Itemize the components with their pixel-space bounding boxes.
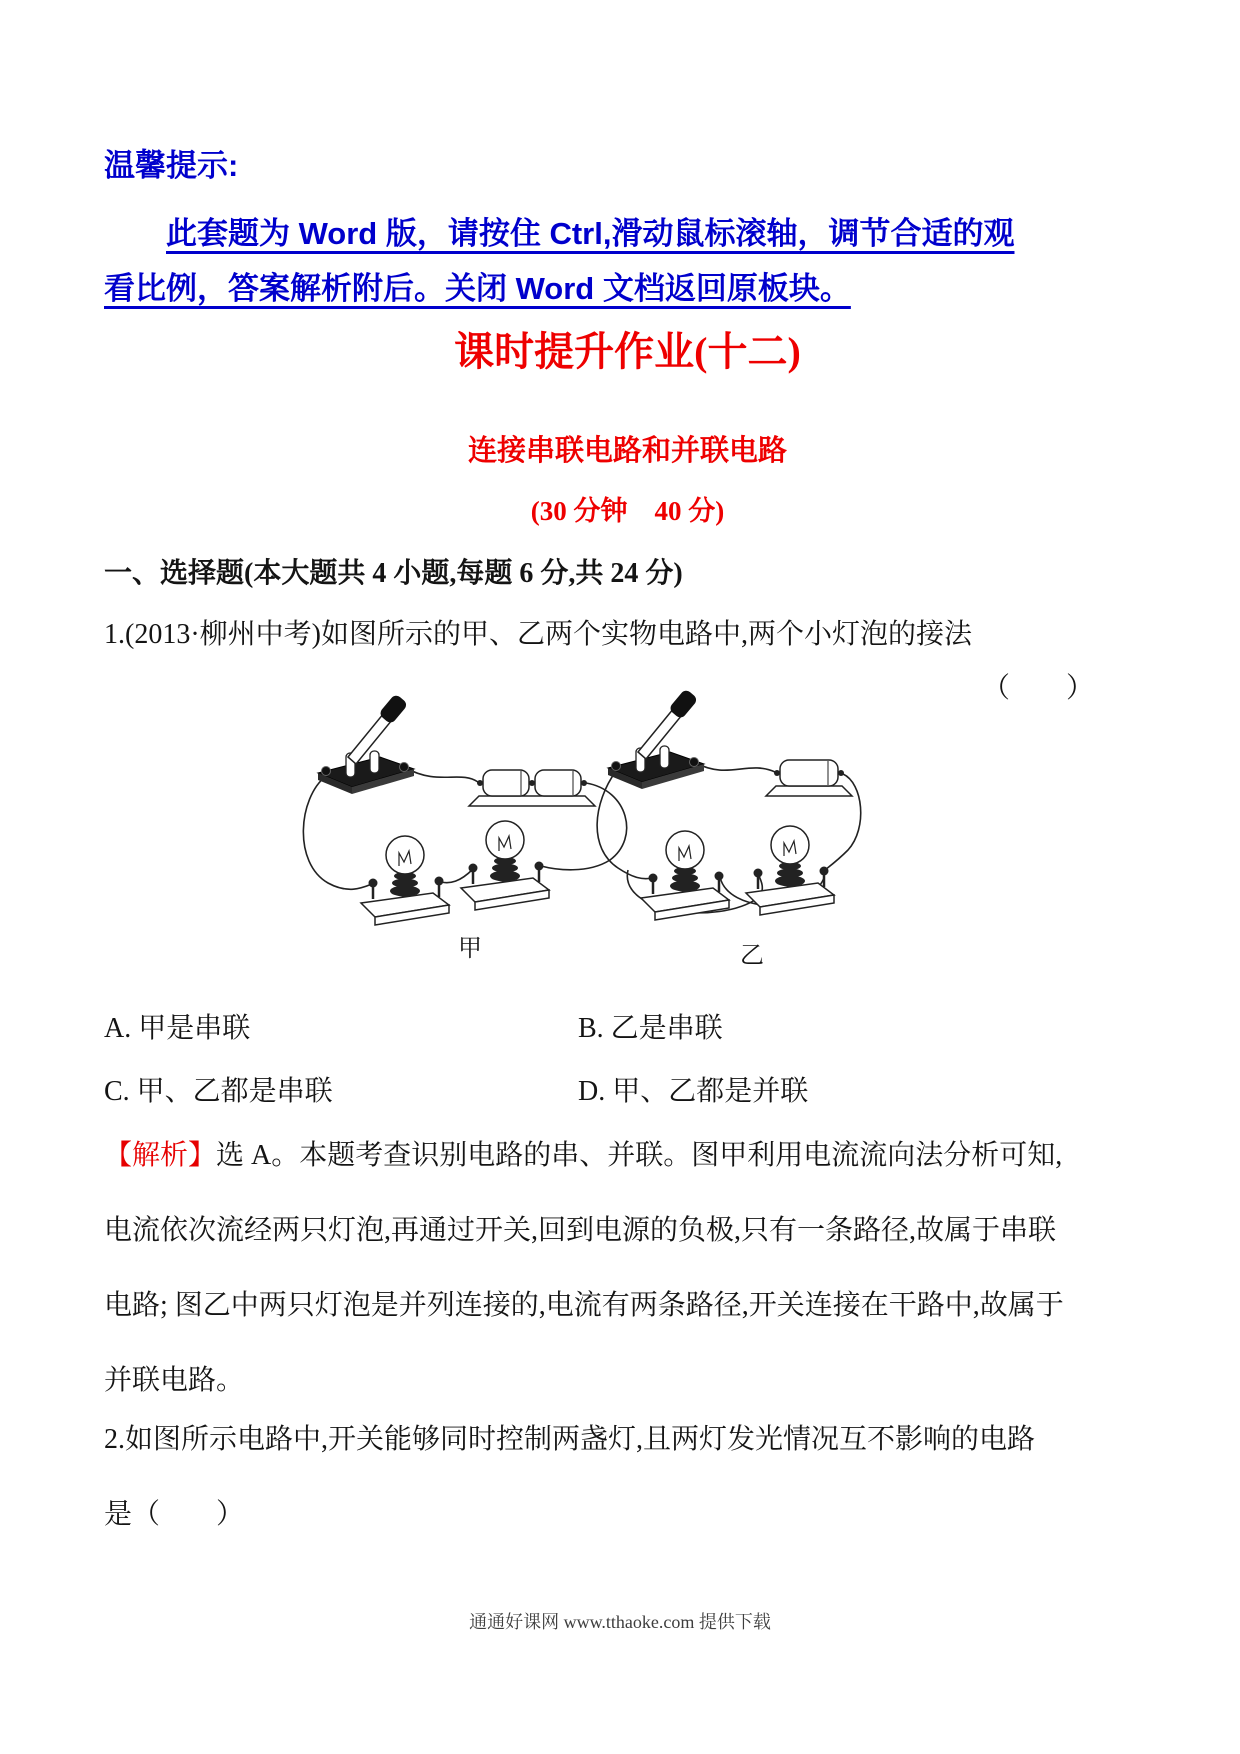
analysis-line: 电流依次流经两只灯泡,再通过开关,回到电源的负极,只有一条路径,故属于串联 <box>104 1215 1057 1246</box>
analysis-line <box>104 1118 1154 1193</box>
option-b: B. 乙是串联 <box>578 1013 723 1044</box>
knife-switch-icon <box>318 693 414 794</box>
question-2-line: 是（ ） <box>104 1499 245 1530</box>
option-d: D. 甲、乙都是并联 <box>578 1076 809 1107</box>
time-score: (30 分钟 40 分) <box>530 496 725 526</box>
circuit-figure <box>288 688 873 993</box>
light-bulb-icon <box>641 831 729 920</box>
page-footer: 通通好课网 www.tthaoke.com 提供下载 <box>469 1612 771 1632</box>
page-title: 课时提升作业(十二) <box>454 329 801 374</box>
section-heading: 一、选择题(本大题共 4 小题,每题 6 分,共 24 分) <box>104 558 683 589</box>
figure-label-yi: 乙 <box>740 943 764 969</box>
question-1-stem: 1.(2013·柳州中考)如图所示的甲、乙两个实物电路中,两个小灯泡的接法 <box>104 619 972 650</box>
question-1-answer-blank: （ ） <box>982 673 1095 704</box>
analysis-line: 电路; 图乙中两只灯泡是并列连接的,电流有两条路径,开关连接在干路中,故属于 <box>104 1290 1064 1321</box>
circuit-figure-svg <box>288 688 873 988</box>
option-a: A. 甲是串联 <box>104 1013 251 1044</box>
notice-line-2: 看比例，答案解析附后。关闭 Word 文档返回原板块。 <box>104 271 851 306</box>
page-subtitle: 连接串联电路和并联电路 <box>467 435 787 467</box>
circuit-yi <box>597 688 861 969</box>
light-bulb-icon <box>361 836 449 925</box>
knife-switch-icon <box>608 688 704 789</box>
question-2 <box>104 1402 1154 1552</box>
circuit-jia <box>303 693 626 962</box>
option-c: C. 甲、乙都是串联 <box>104 1076 333 1107</box>
analysis-tag: 【解析】 <box>104 1140 217 1171</box>
battery-icon <box>766 760 852 796</box>
light-bulb-icon <box>461 821 549 910</box>
notice-line-1: 此套题为 Word 版，请按住 Ctrl,滑动鼠标滚轴，调节合适的观 <box>166 216 1015 251</box>
notice-heading: 温馨提示: <box>104 148 239 183</box>
analysis-line: 并联电路。 <box>104 1365 245 1396</box>
light-bulb-icon <box>746 826 834 915</box>
analysis-paragraph <box>104 1118 1154 1418</box>
analysis-text: 选 A。本题考查识别电路的串、并联。图甲利用电流流向法分析可知, <box>216 1140 1063 1171</box>
battery-icon <box>469 770 595 806</box>
figure-label-jia: 甲 <box>458 936 482 962</box>
question-2-line: 2.如图所示电路中,开关能够同时控制两盏灯,且两灯发光情况互不影响的电路 <box>104 1424 1036 1455</box>
